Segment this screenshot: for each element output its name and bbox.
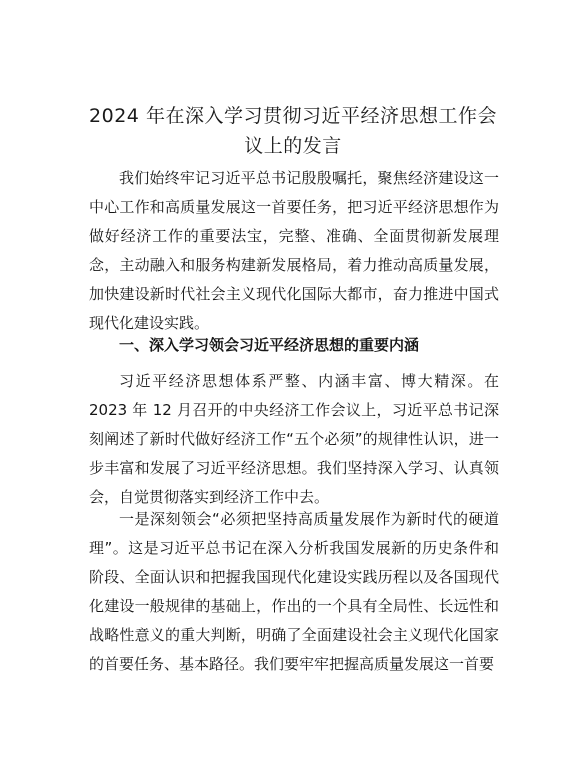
paragraph-point-1: 一是深刻领会“必须把坚持高质量发展作为新时代的硬道理”。这是习近平总书记在深入分析我国发展新的历史条件和阶段、全面认识和把握我国现代化建设实践历程以及各国现代化建设一般规律的基础上，作出的一个具有全局性、长远性和战略性意义的重大判断，明确了全面建设社会主义现代化国家的首要任务、基本路径。我们要牢牢把握高质量发展这一首要 (89, 510, 499, 673)
section-heading-1: 一、深入学习领会习近平经济思想的重要内涵 (119, 336, 420, 354)
document-title-line-1: 2024 年在深入学习贯彻习近平经济思想工作会 (89, 105, 497, 127)
document-title-line-2: 议上的发言 (244, 135, 342, 157)
paragraph-intro: 我们始终牢记习近平总书记殷殷嘱托，聚焦经济建设这一中心工作和高质量发展这一首要任务，把习近平经济思想作为做好经济工作的重要法宝，完整、准确、全面贯彻新发展理念，主动融入和服务构建新发展格局，着力推动高质量发展，加快建设新时代社会主义现代化国际大都市，奋力推进中国式现代化建设实践。 (89, 169, 499, 332)
paragraph-section-1: 习近平经济思想体系严整、内涵丰富、博大精深。在 2023 年 12 月召开的中央经济工作会议上，习近平总书记深刻阐述了新时代做好经济工作“五个必须”的规律性认识，进一步丰富和发展了习近平经济思想。我们坚持深入学习、认真领会，自觉贯彻落实到经济工作中去。 (89, 372, 499, 506)
